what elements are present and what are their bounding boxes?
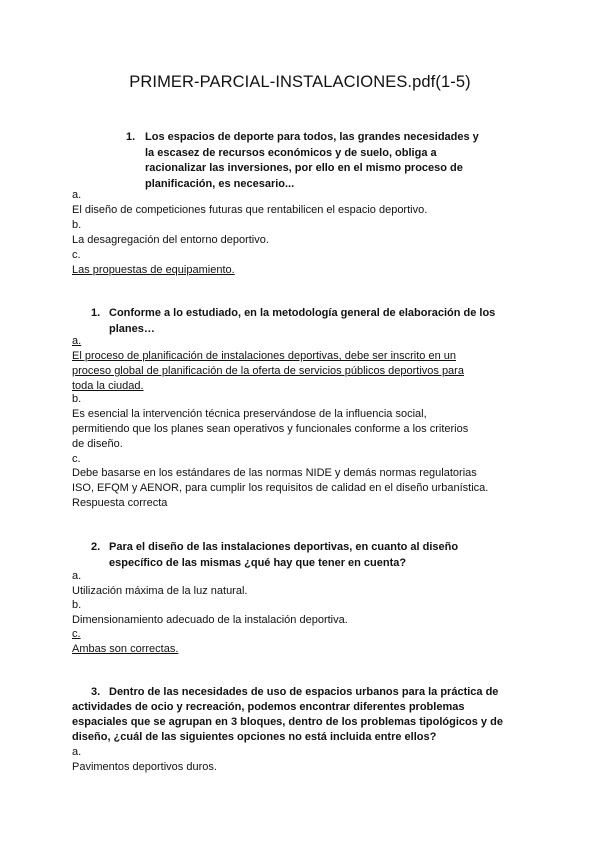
option-letter: c.: [72, 453, 81, 465]
option-text: de diseño.: [72, 438, 123, 450]
question-number: 2.: [91, 541, 101, 553]
question-number: 1.: [91, 307, 101, 319]
question-text: Dentro de las necesidades de uso de espacios urbanos para la práctica de: [109, 686, 499, 698]
question-text: espaciales que se agrupan en 3 bloques, dentro de los problemas tipológicos y de: [72, 716, 503, 728]
option-text: permitiendo que los planes sean operativos y funcionales conforme a los criterios: [72, 423, 469, 435]
question-number: 1.: [126, 131, 136, 143]
option-letter: c.: [72, 628, 81, 640]
option-letter: b.: [72, 599, 82, 611]
option-letter: a.: [72, 570, 82, 582]
question-text: diseño, ¿cuál de las siguientes opciones no está incluida entre ellos?: [72, 731, 437, 743]
option-letter: a.: [72, 189, 82, 201]
option-text: Pavimentos deportivos duros.: [72, 761, 217, 773]
question-text: Los espacios de deporte para todos, las grandes necesidades y la escasez de recursos económicos y de suelo, obliga a racionalizar las inversiones, por ello en el mismo proceso de planificación, es necesario...: [145, 131, 479, 190]
option-text-selected: toda la ciudad.: [72, 380, 144, 392]
option-text-selected: Las propuestas de equipamiento.: [72, 264, 235, 276]
option-text: Utilización máxima de la luz natural.: [72, 585, 248, 597]
option-text: Dimensionamiento adecuado de la instalación deportiva.: [72, 614, 348, 626]
option-text: La desagregación del entorno deportivo.: [72, 234, 269, 246]
option-text-selected: Ambas son correctas.: [72, 643, 179, 655]
option-letter: a.: [72, 746, 82, 758]
feedback-text: Respuesta correcta: [72, 497, 168, 509]
question-text: actividades de ocio y recreación, podemos encontrar diferentes problemas: [72, 701, 465, 713]
option-letter: b.: [72, 219, 82, 231]
option-text-selected: proceso global de planificación de la oferta de servicios públicos deportivos para: [72, 365, 464, 377]
option-text-selected: El proceso de planificación de instalaciones deportivas, debe ser inscrito en un: [72, 350, 457, 362]
option-letter: a.: [72, 335, 82, 347]
option-letter: c.: [72, 249, 81, 261]
question-4-number: 3.: [91, 686, 101, 698]
question-1: [126, 130, 486, 192]
document-title: PRIMER-PARCIAL-INSTALACIONES.pdf(1-5): [129, 73, 471, 91]
option-letter: b.: [72, 393, 82, 405]
question-3: [91, 540, 511, 571]
option-text: El diseño de competiciones futuras que rentabilicen el espacio deportivo.: [72, 204, 428, 216]
question-text: Para el diseño de las instalaciones deportivas, en cuanto al diseño específico de las mismas ¿qué hay que tener en cuenta?: [109, 541, 459, 569]
option-text: Debe basarse en los estándares de las normas NIDE y demás normas regulatorias: [72, 467, 477, 479]
question-text: Conforme a lo estudiado, en la metodología general de elaboración de los planes…: [109, 307, 496, 335]
question-2: [91, 306, 511, 337]
option-text: ISO, EFQM y AENOR, para cumplir los requisitos de calidad en el diseño urbanística.: [72, 482, 489, 494]
option-text: Es esencial la intervención técnica preservándose de la influencia social,: [72, 408, 427, 420]
